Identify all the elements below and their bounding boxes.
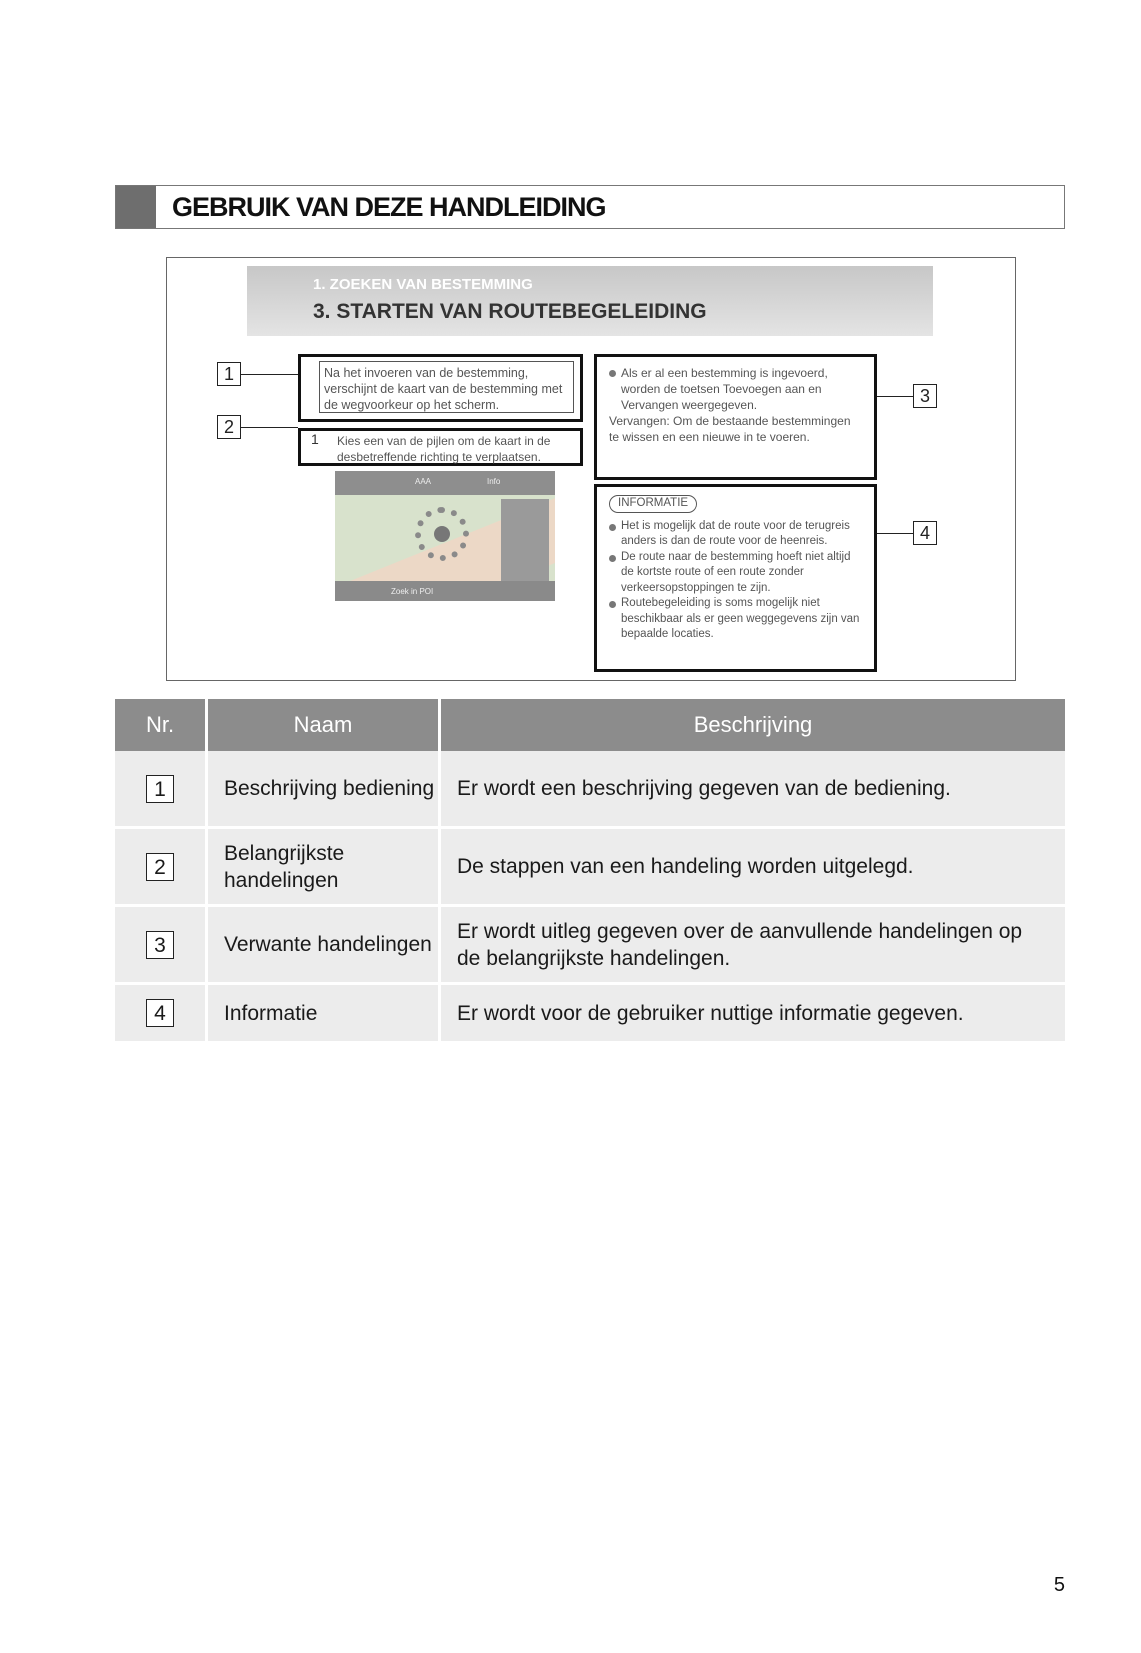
legend-table [115, 699, 1065, 1044]
screen-top-bar [335, 471, 555, 495]
figure-box3-text: Vervangen: Om de bestaande bestemmingen te wissen en een nieuwe in te voeren. [609, 414, 851, 444]
section-marker [116, 186, 156, 228]
figure-step-number: 1 [311, 431, 319, 447]
information-bullet: De route naar de bestemming hoeft niet altijd de kortste route of een route zonder verkeersopstoppingen te zijn. [609, 550, 860, 597]
callout-3: 3 [913, 384, 937, 408]
figure-box-operation-description [298, 354, 583, 422]
table-row [115, 906, 1065, 984]
table-row [115, 984, 1065, 1043]
page-number: 5 [1053, 1574, 1065, 1596]
figure-box2-text: Kies een van de pijlen om de kaart in de desbetreffende richting te verplaatsen. [337, 434, 551, 464]
information-bullet: Routebegeleiding is soms mogelijk niet beschikbaar als er geen weggegevens zijn van bepaalde locaties. [609, 596, 860, 643]
column-header-beschrijving: Beschrijving [440, 699, 1066, 751]
callout-line-3 [877, 396, 913, 397]
row-description: Er wordt voor de gebruiker nuttige informatie gegeven. [440, 984, 1066, 1043]
column-header-naam: Naam [207, 699, 440, 751]
figure-box-main-operations [298, 428, 583, 466]
table-header-row [115, 699, 1065, 751]
section-header [115, 185, 1065, 229]
table-row [115, 751, 1065, 828]
callout-line-4 [877, 533, 913, 534]
screen-label-info: Info [487, 477, 501, 486]
row-description: Er wordt een beschrijving gegeven van de bediening. [440, 751, 1066, 828]
figure-box1-text: Na het invoeren van de bestemming, verschijnt de kaart van de bestemming met de wegvoorkeur op het scherm. [319, 361, 574, 413]
row-description: Er wordt uitleg gegeven over de aanvullende handelingen op de belangrijkste handelingen. [440, 906, 1066, 984]
figure-chapter-title: 1. ZOEKEN VAN BESTEMMING [313, 276, 533, 293]
position-marker-icon [434, 526, 450, 542]
row-number-badge: 1 [146, 775, 174, 803]
column-header-nr: Nr. [115, 699, 207, 751]
callout-line-1 [241, 374, 298, 375]
row-number-badge: 3 [146, 931, 174, 959]
callout-2: 2 [217, 415, 241, 439]
figure-title-band [247, 266, 933, 336]
callout-1: 1 [217, 362, 241, 386]
figure-box-related-operations [594, 354, 877, 480]
row-name: Belangrijkste handelingen [207, 828, 440, 906]
figure-section-title: 3. STARTEN VAN ROUTEBEGELEIDING [313, 300, 707, 323]
row-description: De stappen van een handeling worden uitgelegd. [440, 828, 1066, 906]
information-bullet: Het is mogelijk dat de route voor de terugreis anders is dan de route voor de heenreis. [609, 519, 860, 550]
table-row [115, 828, 1065, 906]
figure-box-information [594, 484, 877, 672]
row-number-badge: 2 [146, 853, 174, 881]
screen-label-top: AAA [415, 477, 432, 486]
row-name: Informatie [207, 984, 440, 1043]
row-name: Beschrijving bediening [207, 751, 440, 828]
screen-bottom-bar [335, 581, 555, 601]
sample-page-figure [166, 257, 1016, 681]
navigation-screen-image [335, 471, 555, 601]
row-name: Verwante handelingen [207, 906, 440, 984]
screen-side-panel [501, 499, 549, 589]
information-label: INFORMATIE [609, 495, 697, 513]
callout-4: 4 [913, 521, 937, 545]
page-title: GEBRUIK VAN DEZE HANDLEIDING [172, 192, 606, 222]
figure-box3-bullet: Als er al een bestemming is ingevoerd, worden de toetsen Toevoegen aan en Vervangen weergegeven. [609, 365, 860, 413]
row-number-badge: 4 [146, 999, 174, 1027]
callout-line-2 [241, 427, 298, 428]
screen-label-bottom: Zoek in POI [391, 587, 434, 596]
